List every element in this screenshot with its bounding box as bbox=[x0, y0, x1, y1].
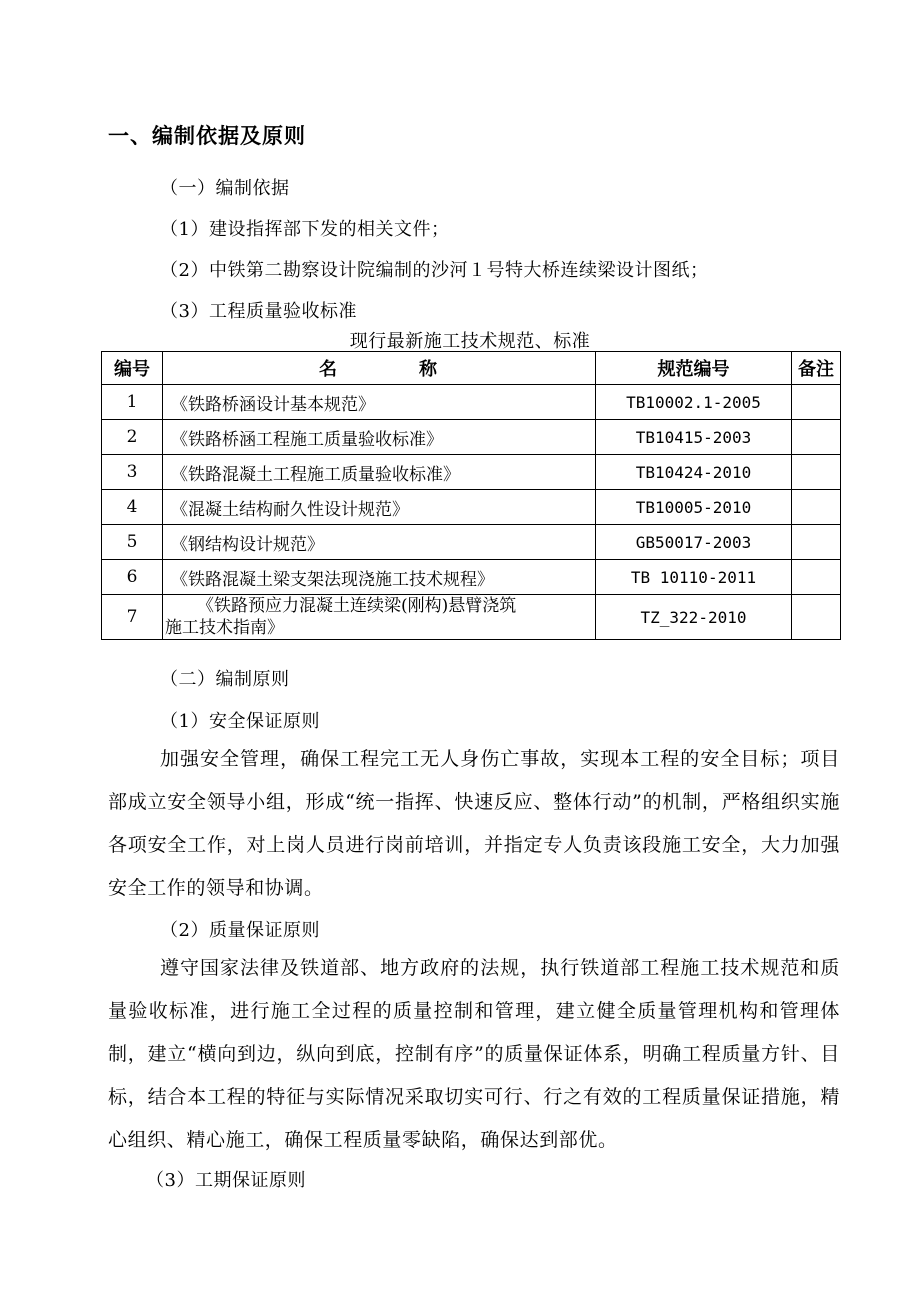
row-note bbox=[792, 525, 841, 560]
safety-paragraph: 加强安全管理，确保工程完工无人身伤亡事故，实现本工程的安全目标；项目部成立安全领导小组，形成“统一指挥、快速反应、整体行动”的机制，严格组织实施各项安全工作，对上岗人员进行岗前培训，并指定专人负责该段施工安全，大力加强安全工作的领导和协调。 bbox=[108, 748, 840, 899]
row-num: 6 bbox=[102, 560, 163, 595]
row-note bbox=[792, 595, 841, 640]
standards-table bbox=[101, 351, 841, 640]
row-name: 《铁路混凝土工程施工质量验收标准》 bbox=[163, 455, 596, 490]
row-name-line-1: 《铁路预应力混凝土连续梁(刚构)悬臂浇筑 bbox=[197, 596, 517, 616]
row-name: 《铁路混凝土梁支架法现浇施工技术规程》 bbox=[163, 560, 596, 595]
row-code: TB10424-2010 bbox=[596, 455, 792, 490]
table-header-row bbox=[102, 352, 841, 385]
table-caption: 现行最新施工技术规范、标准 bbox=[349, 331, 591, 352]
row-name: 《铁路桥涵工程施工质量验收标准》 bbox=[163, 420, 596, 455]
row-num: 3 bbox=[102, 455, 163, 490]
quality-heading: （2）质量保证原则 bbox=[160, 920, 320, 941]
row-num: 1 bbox=[102, 385, 163, 420]
row-code: TB10415-2003 bbox=[596, 420, 792, 455]
section-title: 一、编制依据及原则 bbox=[108, 124, 306, 148]
table-row bbox=[102, 490, 841, 525]
schedule-heading: （3）工期保证原则 bbox=[146, 1170, 306, 1191]
row-code: TB10002.1-2005 bbox=[596, 385, 792, 420]
header-num: 编号 bbox=[102, 352, 163, 385]
row-code: TB 10110-2011 bbox=[596, 560, 792, 595]
row-note bbox=[792, 420, 841, 455]
row-num: 4 bbox=[102, 490, 163, 525]
table-row bbox=[102, 560, 841, 595]
table-row bbox=[102, 385, 841, 420]
row-note bbox=[792, 560, 841, 595]
table-row bbox=[102, 525, 841, 560]
row-name: 《铁路桥涵设计基本规范》 bbox=[163, 385, 596, 420]
safety-heading: （1）安全保证原则 bbox=[160, 711, 320, 732]
basis-item-3: （3）工程质量验收标准 bbox=[160, 301, 357, 322]
table-row bbox=[102, 455, 841, 490]
row-code: TZ_322-2010 bbox=[596, 595, 792, 640]
row-note bbox=[792, 385, 841, 420]
basis-item-2: （2）中铁第二勘察设计院编制的沙河１号特大桥连续梁设计图纸； bbox=[160, 260, 709, 281]
row-name: 《混凝土结构耐久性设计规范》 bbox=[163, 490, 596, 525]
row-num: 2 bbox=[102, 420, 163, 455]
row-name-line-2: 施工技术指南》 bbox=[165, 618, 284, 638]
subsection-heading-principles: （二）编制原则 bbox=[160, 669, 290, 690]
row-name bbox=[163, 595, 596, 640]
row-num: 7 bbox=[102, 595, 163, 640]
subsection-heading-basis: （一）编制依据 bbox=[160, 178, 290, 199]
row-note bbox=[792, 490, 841, 525]
row-num: 5 bbox=[102, 525, 163, 560]
header-note: 备注 bbox=[792, 352, 841, 385]
table-row bbox=[102, 595, 841, 640]
header-code: 规范编号 bbox=[596, 352, 792, 385]
row-note bbox=[792, 455, 841, 490]
table-row bbox=[102, 420, 841, 455]
quality-paragraph: 遵守国家法律及铁道部、地方政府的法规，执行铁道部工程施工技术规范和质量验收标准，进行施工全过程的质量控制和管理，建立健全质量管理机构和管理体制，建立“横向到边，纵向到底，控制有序”的质量保证体系，明确工程质量方针、目标，结合本工程的特征与实际情况采取切实可行、行之有效的工程质量保证措施，精心组织、精心施工，确保工程质量零缺陷，确保达到部优。 bbox=[108, 957, 840, 1151]
header-name: 名 称 bbox=[163, 352, 596, 385]
row-code: TB10005-2010 bbox=[596, 490, 792, 525]
row-name: 《钢结构设计规范》 bbox=[163, 525, 596, 560]
row-code: GB50017-2003 bbox=[596, 525, 792, 560]
basis-item-1: （1）建设指挥部下发的相关文件； bbox=[160, 219, 450, 240]
